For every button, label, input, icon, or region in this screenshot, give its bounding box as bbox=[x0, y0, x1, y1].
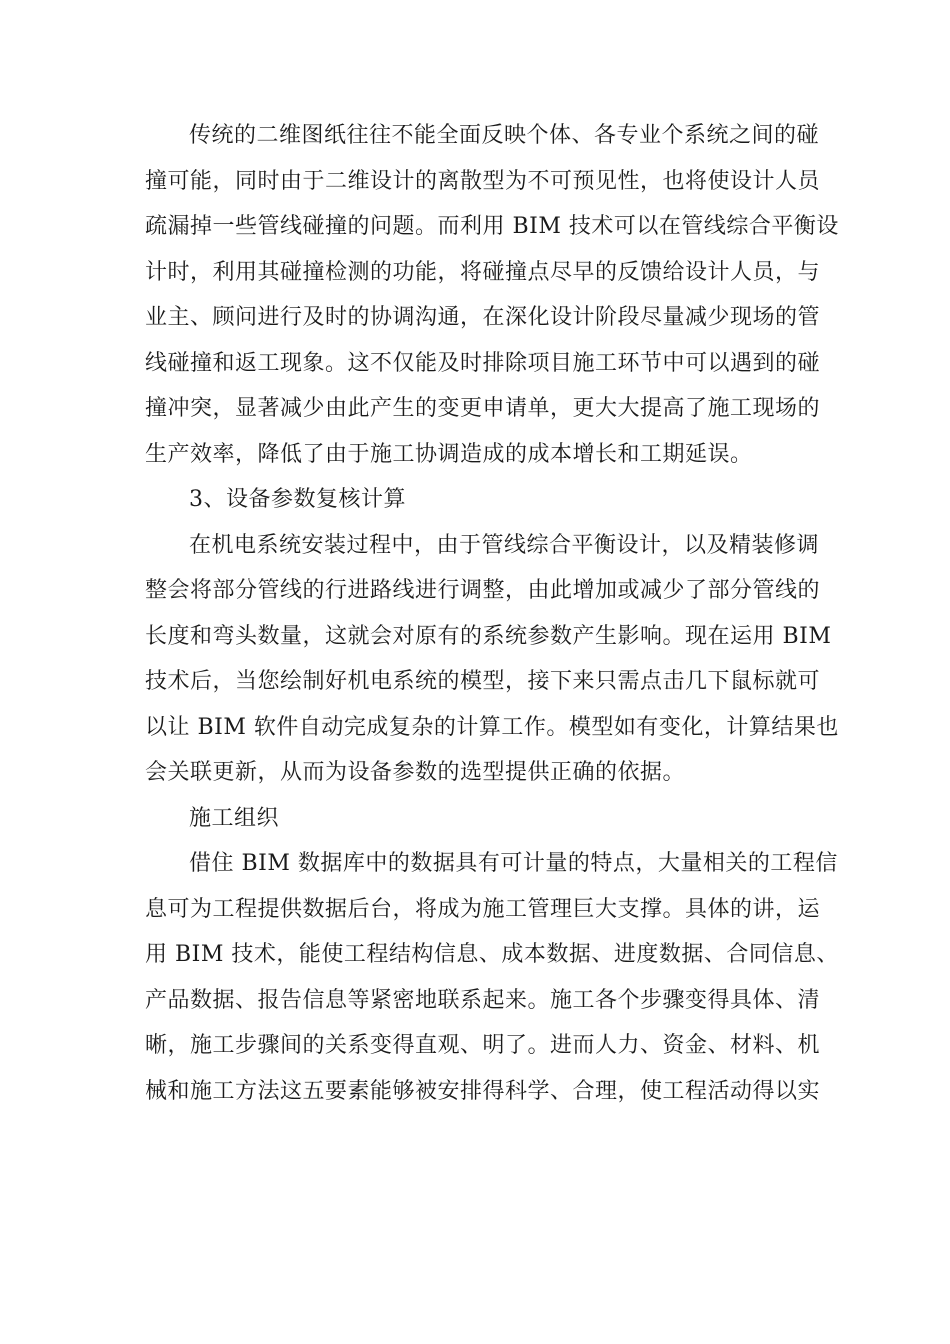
paragraph-line: 息可为工程提供数据后台，将成为施工管理巨大支撑。具体的讲，运 bbox=[145, 896, 821, 922]
paragraph-line: 整会将部分管线的行进路线进行调整，由此增加或减少了部分管线的 bbox=[145, 578, 821, 603]
paragraph-line: 技术后，当您绘制好机电系统的模型，接下来只需点击几下鼠标就可 bbox=[145, 669, 821, 694]
paragraph-line: 撞可能，同时由于二维设计的离散型为不可预见性，也将使设计人员 bbox=[145, 168, 821, 194]
section-heading: 施工组织 bbox=[189, 805, 280, 831]
paragraph-line: 计时，利用其碰撞检测的功能，将碰撞点尽早的反馈给设计人员，与 bbox=[145, 259, 821, 285]
paragraph-line: 晰，施工步骤间的关系变得直观、明了。进而人力、资金、材料、机 bbox=[145, 1033, 821, 1058]
paragraph-line: 以让 BIM 软件自动完成复杂的计算工作。模型如有变化，计算结果也 bbox=[145, 714, 839, 740]
paragraph-construction-organization bbox=[145, 841, 839, 1114]
paragraph-line: 产品数据、报告信息等紧密地联系起来。施工各个步骤变得具体、清 bbox=[145, 987, 821, 1013]
paragraph-line: 线碰撞和返工现象。这不仅能及时排除项目施工环节中可以遇到的碰 bbox=[145, 350, 821, 376]
document-page bbox=[145, 113, 839, 1114]
paragraph-parameter-check bbox=[145, 523, 839, 796]
paragraph-line: 传统的二维图纸往往不能全面反映个体、各专业个系统之间的碰 bbox=[189, 123, 820, 148]
paragraph-line: 会关联更新，从而为设备参数的选型提供正确的依据。 bbox=[145, 760, 686, 785]
section-heading: 3、设备参数复核计算 bbox=[189, 487, 406, 512]
paragraph-line: 撞冲突，显著减少由此产生的变更申请单，更大大提高了施工现场的 bbox=[145, 396, 821, 421]
paragraph-line: 械和施工方法这五要素能够被安排得科学、合理，使工程活动得以实 bbox=[145, 1078, 821, 1104]
section-heading-construction-organization bbox=[145, 796, 807, 842]
paragraph-line: 疏漏掉一些管线碰撞的问题。而利用 BIM 技术可以在管线综合平衡设 bbox=[145, 214, 839, 239]
paragraph-collision-detection bbox=[145, 113, 839, 477]
section-heading-equipment-parameters bbox=[145, 477, 807, 523]
paragraph-line: 生产效率，降低了由于施工协调造成的成本增长和工期延误。 bbox=[145, 441, 753, 467]
paragraph-line: 借住 BIM 数据库中的数据具有可计量的特点，大量相关的工程信 bbox=[189, 851, 838, 876]
paragraph-line: 用 BIM 技术，能使工程结构信息、成本数据、进度数据、合同信息、 bbox=[145, 942, 839, 967]
paragraph-line: 在机电系统安装过程中，由于管线综合平衡设计，以及精装修调 bbox=[189, 532, 820, 558]
paragraph-line: 长度和弯头数量，这就会对原有的系统参数产生影响。现在运用 BIM bbox=[145, 623, 832, 649]
paragraph-line: 业主、顾问进行及时的协调沟通，在深化设计阶段尽量减少现场的管 bbox=[145, 305, 821, 330]
